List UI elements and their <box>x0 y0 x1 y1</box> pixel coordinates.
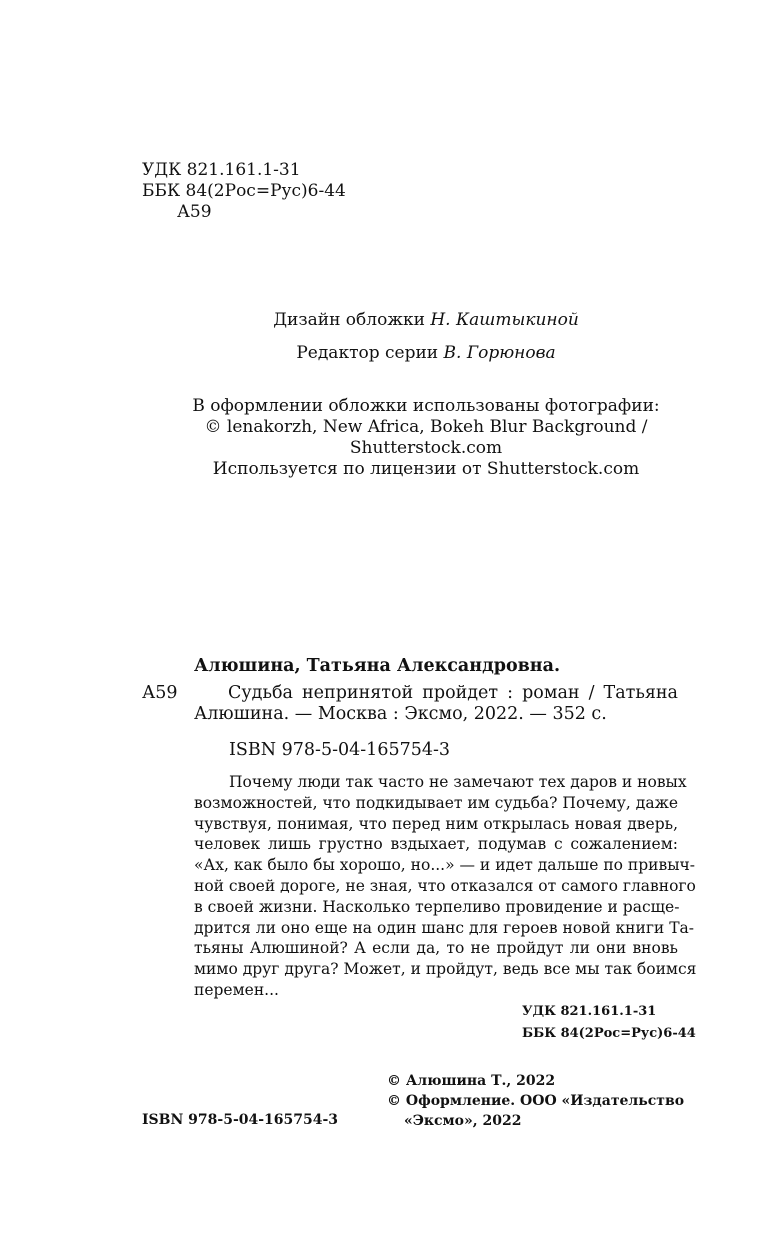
series-editor-credit <box>142 343 710 364</box>
annotation-line: тьяны Алюшиной? А если да, то не пройдут ли они вновь <box>194 939 678 958</box>
author-heading: Алюшина, Татьяна Александровна. <box>194 656 561 676</box>
copyright-author: © Алюшина Т., 2022 <box>387 1073 556 1089</box>
photo-credit-line: Shutterstock.com <box>349 438 503 458</box>
cover-design-credit <box>142 310 710 331</box>
annotation-line: мимо друг друга? Может, и пройдут, ведь все мы так боимся <box>194 960 697 979</box>
author-mark-top: А59 <box>177 202 212 222</box>
udk-code-top: УДК 821.161.1-31 <box>142 160 301 180</box>
photo-credit-line: Используется по лицензии от Shutterstock.com <box>212 459 640 479</box>
series-editor-label: Редактор серии <box>296 343 439 363</box>
cover-design-label: Дизайн обложки <box>273 310 425 330</box>
bbk-code-top: ББК 84(2Рос=Рус)6-44 <box>142 181 346 201</box>
photo-credit-line: В оформлении обложки использованы фотографии: <box>192 396 660 416</box>
footer-isbn: ISBN 978-5-04-165754-3 <box>142 1112 339 1128</box>
annotation-line: чувствуя, понимая, что перед ним открылась новая дверь, <box>194 814 678 833</box>
margin-author-mark: А59 <box>142 683 178 703</box>
photo-credit-line: © lenakorzh, New Africa, Bokeh Blur Background / <box>204 417 648 437</box>
photo-credits <box>142 396 710 480</box>
title-line: Алюшина. — Москва : Эксмо, 2022. — 352 с. <box>194 704 607 724</box>
annotation-line: Почему люди так часто не замечают тех даров и новых <box>229 773 687 791</box>
copyright-design-line: «Эксмо», 2022 <box>404 1113 522 1129</box>
annotation-line: дрится ли оно еще на один шанс для героев новой книги Та- <box>194 918 695 937</box>
udk-code-bottom: УДК 821.161.1-31 <box>522 1004 657 1019</box>
annotation-line: человек лишь грустно вздыхает, подумав с сожалением: <box>194 835 678 854</box>
annotation-line: возможностей, что подкидывает им судьба? Почему, даже <box>194 793 678 812</box>
annotation-line: ной своей дороге, не зная, что отказался от самого главного <box>194 876 696 895</box>
annotation <box>194 772 697 1001</box>
cover-design-name: Н. Каштыкиной <box>430 310 579 330</box>
annotation-line: «Ах, как было бы хорошо, но...» — и идет дальше по привыч- <box>194 856 696 875</box>
copyright-design-line: © Оформление. ООО «Издательство <box>387 1093 685 1109</box>
annotation-line: в своей жизни. Насколько терпеливо провидение и расще- <box>194 897 680 916</box>
bbk-code-bottom: ББК 84(2Рос=Рус)6-44 <box>522 1026 696 1041</box>
title-block <box>194 683 678 725</box>
annotation-line: перемен... <box>194 980 279 999</box>
isbn-record: ISBN 978-5-04-165754-3 <box>229 740 451 760</box>
title-line: Судьба непринятой пройдет : роман / Татьяна <box>228 683 678 703</box>
series-editor-name: В. Горюнова <box>443 343 556 363</box>
copyright-design <box>387 1091 684 1131</box>
